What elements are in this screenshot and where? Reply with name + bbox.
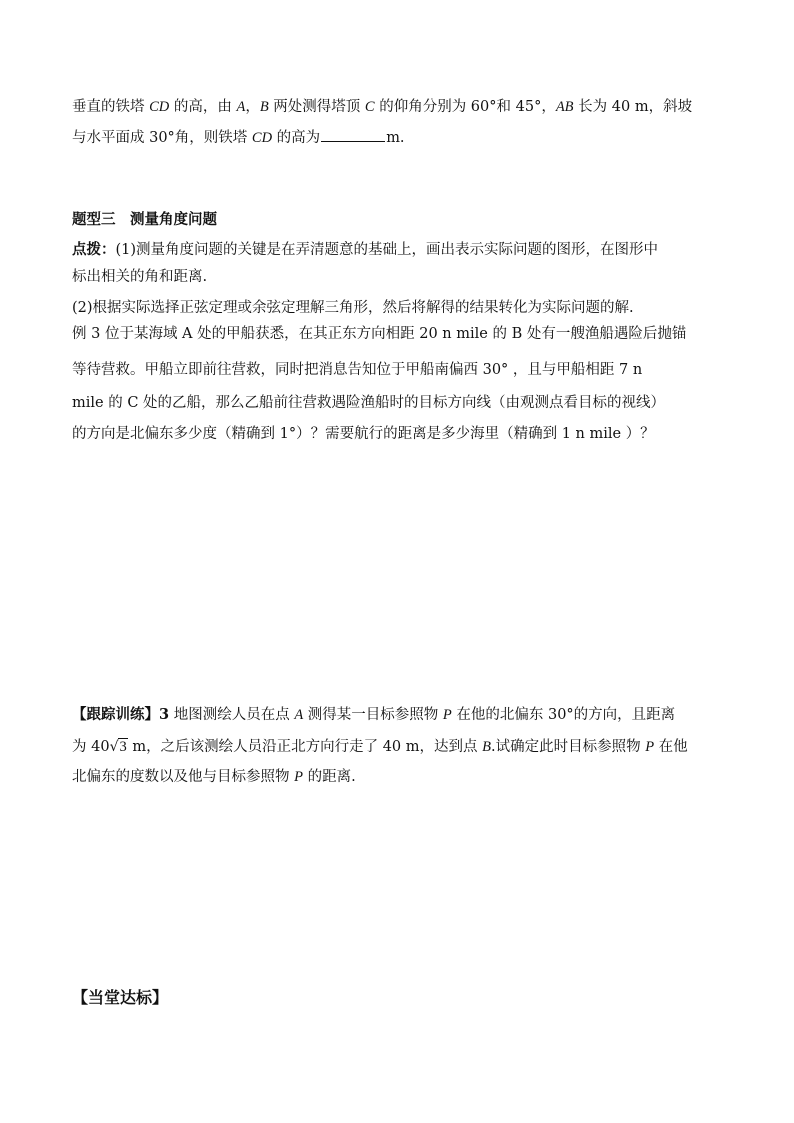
var-p: P: [294, 769, 303, 785]
example-3-line-1: 例 3 位于某海域 A 处的甲船获悉，在其正东方向相距 20 n mile 的 B 处有一艘渔船遇险后抛锚: [72, 326, 687, 342]
text: 的仰角分别为 60°和 45°，: [374, 99, 556, 115]
var-cd: CD: [149, 99, 170, 115]
text: 地图测绘人员在点: [169, 707, 295, 723]
var-p: P: [442, 707, 452, 723]
problem-line-1: [72, 97, 692, 117]
sqrt-expression: [110, 737, 128, 757]
text: 垂直的铁塔: [72, 99, 150, 115]
var-a: A: [236, 99, 246, 115]
text: 的距离.: [302, 769, 356, 785]
text: 长为 40 m，斜坡: [573, 99, 693, 115]
hint-line-2: 标出相关的角和距离.: [72, 269, 208, 285]
var-b: B: [259, 99, 269, 115]
text: 在他: [654, 739, 688, 755]
follow-up-line-3: [72, 767, 356, 787]
text: 在他的北偏东 30°的方向，且距离: [451, 707, 676, 723]
classwork-heading: 【当堂达标】: [72, 988, 169, 1007]
hint-label: 点拨：: [72, 241, 116, 258]
radical-sign: √: [109, 739, 119, 755]
var-c: C: [364, 99, 375, 115]
follow-up-line-2: [72, 737, 688, 757]
text: m，之后该测绘人员沿正北方向行走了 40 m，达到点: [127, 739, 483, 755]
var-ab: AB: [555, 99, 574, 115]
section-title: 题型三 测量角度问题: [72, 211, 217, 228]
hint-line-3: (2)根据实际选择正弦定理或余弦定理解三角形，然后将解得的结果转化为实际问题的解.: [72, 300, 634, 316]
example-3-line-4: 的方向是北偏东多少度（精确到 1°）？需要航行的距离是多少海里（精确到 1 n mile ）？: [72, 426, 655, 442]
var-p: P: [645, 739, 655, 755]
var-a: A: [294, 707, 304, 723]
text: 北偏东的度数以及他与目标参照物: [72, 769, 295, 785]
hint-line-1: [72, 240, 658, 260]
text: 两处测得塔顶: [268, 99, 365, 115]
answer-blank: [321, 127, 385, 142]
follow-up-line-1: [72, 705, 675, 725]
text: 的高，由: [169, 99, 237, 115]
text: 的高为: [272, 130, 321, 146]
text: ，: [245, 99, 260, 115]
text: .试确定此时目标参照物: [490, 739, 646, 755]
text: 为 40: [72, 739, 110, 755]
unit: m.: [386, 130, 405, 146]
example-3-line-2: 等待营救。甲船立即前往营救，同时把消息告知位于甲船南偏西 30° ，且与甲船相距 7 n: [72, 362, 643, 378]
follow-up-label: 【跟踪训练】3: [72, 706, 170, 723]
text: 与水平面成 30°角，则铁塔: [72, 130, 252, 146]
radicand: 3: [119, 739, 127, 755]
example-3-line-3: mile 的 C 处的乙船，那么乙船前往营救遇险渔船时的目标方向线（由观测点看目标的视线）: [72, 395, 666, 411]
var-cd: CD: [251, 130, 273, 146]
text: 测得某一目标参照物: [303, 707, 443, 723]
text: (1)测量角度问题的关键是在弄清题意的基础上，画出表示实际问题的图形，在图形中: [115, 242, 659, 258]
var-b: B: [482, 739, 491, 755]
problem-line-2: [72, 127, 405, 148]
